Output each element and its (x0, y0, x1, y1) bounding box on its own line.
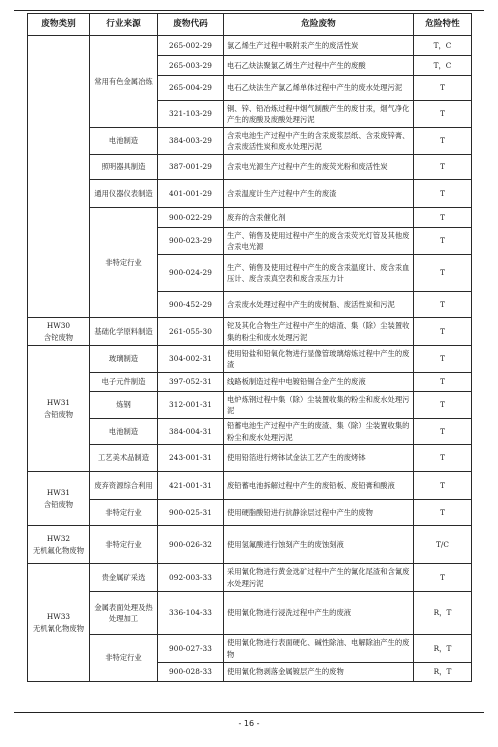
waste-description: 采用氰化物进行黄金选矿过程中产生的氰化尾渣和含氰废水处理污泥 (224, 564, 414, 592)
waste-code: 243-001-31 (158, 445, 224, 472)
waste-code: 401-001-29 (158, 180, 224, 208)
table-row (28, 36, 472, 56)
category-cell: HW31 含铅废物 (28, 346, 90, 472)
waste-code: 336-104-33 (158, 592, 224, 635)
waste-description: 铊及其化合物生产过程中产生的熔渣、集（除）尘装置收集的粉尘和废水处理污泥 (224, 318, 414, 346)
waste-code: 900-022-29 (158, 208, 224, 228)
table-row (28, 564, 472, 592)
waste-code: 900-024-29 (158, 255, 224, 292)
hazard-characteristic: R，T (414, 592, 472, 635)
hazard-characteristic: T (414, 318, 472, 346)
table-row (28, 500, 472, 526)
source-cell: 废弃资源综合利用 (90, 472, 158, 500)
category-cell-hw29 (28, 36, 90, 318)
waste-description: 含汞废水处理过程中产生的废树脂、废活性炭和污泥 (224, 292, 414, 318)
waste-description: 使用硬脂酸铅进行抗静涂层过程中产生的废物 (224, 500, 414, 526)
waste-description: 使用氰化物进行浸洗过程中产生的废液 (224, 592, 414, 635)
waste-code: 421-001-31 (158, 472, 224, 500)
source-cell: 贵金属矿采选 (90, 564, 158, 592)
source-cell: 玻璃制造 (90, 346, 158, 373)
source-cell: 照明器具制造 (90, 155, 158, 180)
table-row (28, 346, 472, 373)
waste-description: 电石乙炔法聚氯乙烯生产过程中产生的废酸 (224, 56, 414, 76)
waste-code: 092-003-33 (158, 564, 224, 592)
table-row (28, 208, 472, 228)
source-cell: 基础化学原料制造 (90, 318, 158, 346)
category-cell: HW30 含铊废物 (28, 318, 90, 346)
hazard-characteristic: T (414, 564, 472, 592)
header-source: 行业来源 (90, 14, 158, 36)
hazard-characteristic: T (414, 373, 472, 392)
waste-description: 废弃的含汞催化剂 (224, 208, 414, 228)
waste-description: 电炉炼钢过程中集（除）尘装置收集的粉尘和废水处理污泥 (224, 392, 414, 419)
table-row (28, 472, 472, 500)
waste-description: 含汞温度计生产过程中产生的废渣 (224, 180, 414, 208)
hazard-characteristic: T (414, 101, 472, 128)
category-cell: HW33 无机氰化物废物 (28, 564, 90, 682)
waste-code: 384-004-31 (158, 419, 224, 445)
category-cell: HW31 含铅废物 (28, 472, 90, 526)
bottom-rule (14, 712, 484, 713)
hazard-characteristic: T (414, 180, 472, 208)
waste-description: 使用氢氟酸进行蚀刻产生的废蚀刻液 (224, 526, 414, 564)
header-category: 废物类别 (28, 14, 90, 36)
waste-description: 铅蓄电池生产过程中产生的废渣、集（除）尘装置收集的粉尘和废水处理污泥 (224, 419, 414, 445)
waste-description: 含汞电光源生产过程中产生的废荧光粉和废活性炭 (224, 155, 414, 180)
waste-code: 265-003-29 (158, 56, 224, 76)
hazard-characteristic: T，C (414, 56, 472, 76)
category-cell: HW32 无机氟化物废物 (28, 526, 90, 564)
waste-code: 900-025-31 (158, 500, 224, 526)
hazard-characteristic: T，C (414, 36, 472, 56)
waste-description: 电石乙炔法生产氯乙烯单体过程中产生的废水处理污泥 (224, 76, 414, 101)
header-waste: 危险废物 (224, 14, 414, 36)
source-cell: 电子元件制造 (90, 373, 158, 392)
hazard-characteristic: R，T (414, 635, 472, 663)
hazard-characteristic: T (414, 76, 472, 101)
source-cell: 炼钢 (90, 392, 158, 419)
hazard-characteristic: T (414, 155, 472, 180)
table-row (28, 155, 472, 180)
table-row (28, 373, 472, 392)
waste-description: 废铅蓄电池拆解过程中产生的废铅板、废铅膏和酸液 (224, 472, 414, 500)
waste-description: 氯乙烯生产过程中吸附汞产生的废活性炭 (224, 36, 414, 56)
source-cell: 非特定行业 (90, 500, 158, 526)
source-cell: 通用仪器仪表制造 (90, 180, 158, 208)
source-cell: 常用有色金属冶炼 (90, 36, 158, 128)
hazard-characteristic: T (414, 392, 472, 419)
waste-code: 387-001-29 (158, 155, 224, 180)
source-cell: 电池制造 (90, 419, 158, 445)
hazard-characteristic: R，T (414, 663, 472, 682)
source-cell: 金属表面处理及热处理加工 (90, 592, 158, 635)
header-characteristic: 危险特性 (414, 14, 472, 36)
hazard-characteristic: T (414, 128, 472, 155)
table-row (28, 318, 472, 346)
waste-description: 含汞电池生产过程中产生的含汞废浆层纸、含汞废锌膏、含汞废活性炭和废水处理污泥 (224, 128, 414, 155)
source-cell: 工艺美术品制造 (90, 445, 158, 472)
table-row (28, 392, 472, 419)
table-row (28, 180, 472, 208)
waste-code: 321-103-29 (158, 101, 224, 128)
hazard-characteristic: T (414, 472, 472, 500)
table-row (28, 592, 472, 635)
table-header-row (28, 14, 472, 36)
table-row (28, 445, 472, 472)
waste-description: 生产、销售及使用过程中产生的废含汞温度计、废含汞血压计、废含汞真空表和废含汞压力计 (224, 255, 414, 292)
top-rule (14, 10, 484, 11)
source-cell: 非特定行业 (90, 526, 158, 564)
waste-description: 线路板制造过程中电镀铅锡合金产生的废液 (224, 373, 414, 392)
waste-description: 使用铅盐和铅氧化物进行显像管玻璃熔炼过程中产生的废渣 (224, 346, 414, 373)
waste-description: 生产、销售及使用过程中产生的废含汞荧光灯管及其他废含汞电光源 (224, 228, 414, 255)
waste-code: 900-026-32 (158, 526, 224, 564)
waste-description: 使用氰化物进行表面硬化、碱性除油、电解除油产生的废物 (224, 635, 414, 663)
hazard-characteristic: T (414, 292, 472, 318)
waste-code: 384-003-29 (158, 128, 224, 155)
source-cell: 非特定行业 (90, 635, 158, 682)
table-row (28, 526, 472, 564)
hazard-characteristic: T/C (414, 526, 472, 564)
hazard-characteristic: T (414, 208, 472, 228)
waste-description: 使用氰化物剥落金属镀层产生的废物 (224, 663, 414, 682)
waste-code: 304-002-31 (158, 346, 224, 373)
table-row (28, 635, 472, 663)
waste-description: 使用铅箔进行烤钵试金法工艺产生的废烤钵 (224, 445, 414, 472)
header-code: 废物代码 (158, 14, 224, 36)
hazardous-waste-table (27, 13, 472, 682)
waste-code: 900-023-29 (158, 228, 224, 255)
hazard-characteristic: T (414, 255, 472, 292)
waste-code: 261-055-30 (158, 318, 224, 346)
source-cell: 电池制造 (90, 128, 158, 155)
waste-code: 312-001-31 (158, 392, 224, 419)
page-number: - 16 - (238, 719, 260, 728)
hazard-characteristic: T (414, 346, 472, 373)
waste-description: 铜、锌、铅冶炼过程中烟气制酸产生的废甘汞，烟气净化产生的废酸及废酸处理污泥 (224, 101, 414, 128)
waste-code: 265-002-29 (158, 36, 224, 56)
waste-code: 397-052-31 (158, 373, 224, 392)
waste-code: 900-452-29 (158, 292, 224, 318)
hazard-characteristic: T (414, 419, 472, 445)
waste-code: 265-004-29 (158, 76, 224, 101)
table-row (28, 128, 472, 155)
waste-code: 900-028-33 (158, 663, 224, 682)
table-row (28, 419, 472, 445)
source-cell: 非特定行业 (90, 208, 158, 318)
hazard-characteristic: T (414, 500, 472, 526)
waste-code: 900-027-33 (158, 635, 224, 663)
hazard-characteristic: T (414, 445, 472, 472)
hazard-characteristic: T (414, 228, 472, 255)
